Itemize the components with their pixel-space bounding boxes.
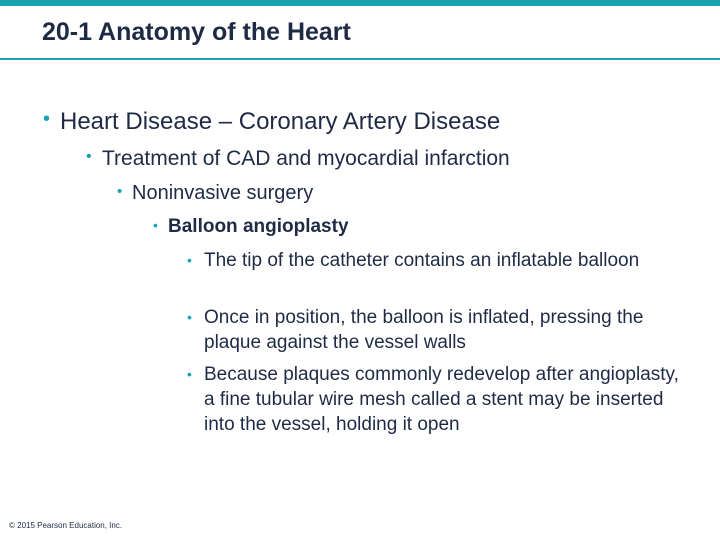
bullet-level5 (187, 362, 694, 437)
bullet-text: Noninvasive surgery (132, 182, 314, 204)
bullet-dot: • (187, 309, 192, 325)
bullet-text: Once in position, the balloon is inflated, pressing the plaque against the vessel walls (204, 307, 644, 353)
bullet-level4 (153, 216, 349, 238)
bullet-dot: • (86, 148, 92, 165)
bullet-dot: • (117, 183, 123, 200)
bullet-text: Heart Disease – Coronary Artery Disease (60, 108, 501, 135)
bullet-text: Because plaques commonly redevelop after angioplasty, a fine tubular wire mesh called a stent may be inserted into the vessel, holding it open (204, 364, 679, 435)
bullet-dot: • (153, 217, 158, 233)
slide-title: 20-1 Anatomy of the Heart (42, 18, 351, 46)
copyright-footer: © 2015 Pearson Education, Inc. (9, 521, 123, 530)
title-divider (0, 58, 720, 60)
bullet-text: The tip of the catheter contains an inflatable balloon (204, 250, 640, 271)
bullet-dot: • (187, 366, 192, 382)
bullet-text: Balloon angioplasty (168, 216, 349, 237)
bullet-level5 (187, 248, 694, 273)
bullet-level1 (43, 108, 501, 136)
bullet-level3 (117, 182, 314, 205)
top-accent-bar (0, 0, 720, 6)
bullet-dot: • (43, 108, 51, 130)
bullet-level2 (86, 147, 510, 171)
bullet-text: Treatment of CAD and myocardial infarction (102, 147, 510, 170)
bullet-level5 (187, 305, 694, 355)
bullet-dot: • (187, 252, 192, 268)
